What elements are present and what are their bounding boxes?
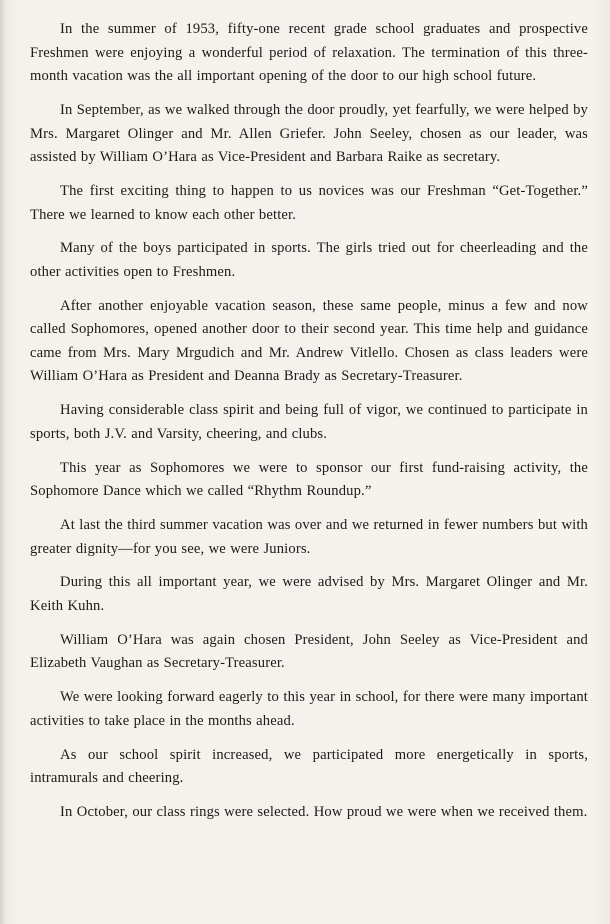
paragraph-2: In September, as we walked through the door proudly, yet fearfully, we were helped by Mrs. Margaret Olinger and Mr. Allen Griefer. John Seeley, chosen as our leader, was assisted by William O’Hara as Vice-President and Barbara Raike as secretary. <box>30 101 588 166</box>
paragraph-8: At last the third summer vacation was over and we returned in fewer numbers but with greater dignity—for you see, we were Juniors. <box>30 517 588 557</box>
paragraph-9: During this all important year, we were advised by Mrs. Margaret Olinger and Mr. Keith Kuhn. <box>30 574 588 614</box>
paragraph-5: After another enjoyable vacation season, these same people, minus a few and now called Sophomores, opened another door to their second year. This time help and guidance came from Mrs. Mary Mrgudich and Mr. Andrew Vitlello. Chosen as class leaders were William O’Hara as President and Deanna Brady as Secretary-Treasurer. <box>30 297 588 385</box>
paragraph-1: In the summer of 1953, fifty-one recent grade school graduates and prospective Freshmen were enjoying a wonderful period of relaxation. The termination of this three-month vacation was the all important opening of the door to our high school future. <box>30 21 588 85</box>
page-edge-shadow <box>0 0 6 924</box>
paragraph-6: Having considerable class spirit and being full of vigor, we continued to participate in sports, both J.V. and Varsity, cheering, and clubs. <box>30 402 588 442</box>
paragraph-4: Many of the boys participated in sports. The girls tried out for cheerleading and the other activities open to Freshmen. <box>30 240 588 280</box>
paragraph-3: The first exciting thing to happen to us novices was our Freshman “Get-Together.” There we learned to know each other better. <box>30 182 588 223</box>
paragraph-7: This year as Sophomores we were to sponsor our first fund-raising activity, the Sophomore Dance which we called “Rhythm Roundup.” <box>30 459 588 500</box>
document-body <box>30 18 588 824</box>
paragraph-11: We were looking forward eagerly to this year in school, for there were many important activities to take place in the months ahead. <box>30 689 588 729</box>
paragraph-13: In October, our class rings were selected. How proud we were when we received them. <box>60 803 588 820</box>
paragraph-10: William O’Hara was again chosen President, John Seeley as Vice-President and Elizabeth Vaughan as Secretary-Treasurer. <box>30 631 588 672</box>
paragraph-12: As our school spirit increased, we participated more energetically in sports, intramurals and cheering. <box>30 746 588 787</box>
